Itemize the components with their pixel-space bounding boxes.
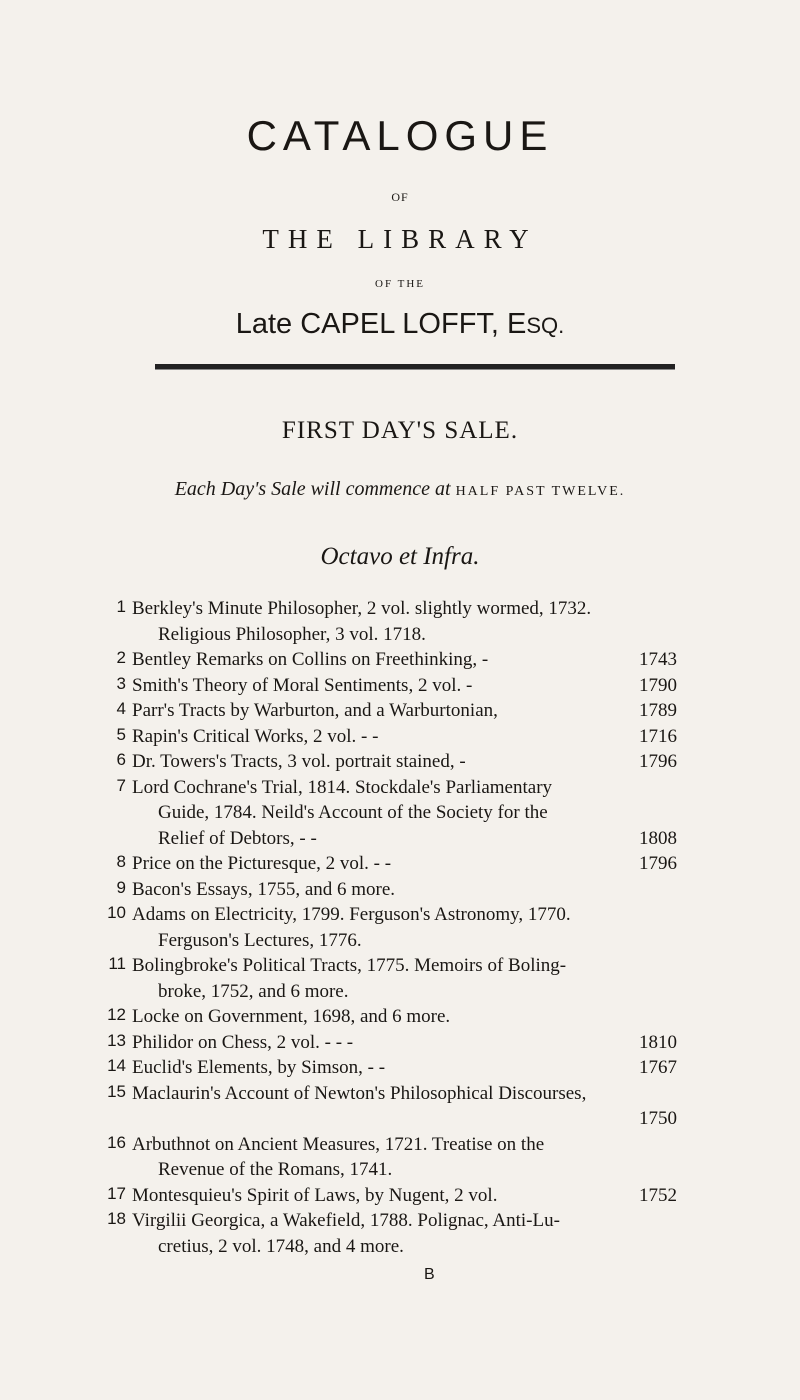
lot-year: 1789 <box>639 700 677 721</box>
lot-description-line: Euclid's Elements, by Simson, - - <box>132 1057 386 1078</box>
lot-number: 7 <box>116 775 126 795</box>
lot-description-line: Adams on Electricity, 1799. Ferguson's Astronomy, 1770. <box>132 904 571 925</box>
lot-description-line: Religious Philosopher, 3 vol. 1718. <box>158 623 426 645</box>
lot-year: 1808 <box>639 827 677 849</box>
double-rule-divider <box>155 364 675 370</box>
lot-number: 16 <box>107 1132 126 1152</box>
owner-name: Late CAPEL LOFFT, E <box>235 308 527 340</box>
sale-notice-text: Each Day's Sale will commence at <box>174 478 456 500</box>
of-the-label: OF THE <box>375 278 425 290</box>
lot-year: 1716 <box>639 725 677 747</box>
lot-number: 2 <box>116 648 126 667</box>
owner-line <box>0 308 800 341</box>
catalogue-heading: CATALOGUE <box>246 112 554 159</box>
lot-description-line: Ferguson's Lectures, 1776. <box>158 929 362 951</box>
lot-year: 1750 <box>639 1108 677 1129</box>
lot-year: 1810 <box>639 1031 677 1053</box>
sale-notice <box>0 478 800 501</box>
lot-description-line: Relief of Debtors, - - <box>158 827 317 849</box>
lot-number: 5 <box>116 724 126 744</box>
lot-description-line: Lord Cochrane's Trial, 1814. Stockdale's Parliamentary <box>132 776 553 798</box>
lot-description-line: cretius, 2 vol. 1748, and 4 more. <box>158 1235 404 1257</box>
lot-description-line: broke, 1752, and 6 more. <box>158 980 349 1002</box>
lot-description-line: Rapin's Critical Works, 2 vol. - - <box>132 725 379 747</box>
lot-number: 10 <box>107 903 126 922</box>
lot-number: 17 <box>107 1183 126 1203</box>
lot-year: 1796 <box>639 751 677 772</box>
lot-year: 1752 <box>639 1184 677 1206</box>
lot-number: 3 <box>116 673 126 693</box>
lot-description-line: Bolingbroke's Political Tracts, 1775. Memoirs of Boling- <box>132 955 567 976</box>
lot-description-line: Philidor on Chess, 2 vol. - - - <box>132 1031 354 1053</box>
lot-number: 12 <box>107 1005 126 1024</box>
lot-number: 13 <box>107 1030 126 1050</box>
signature-mark: B <box>424 1266 435 1283</box>
lot-description-line: Locke on Government, 1698, and 6 more. <box>132 1006 451 1027</box>
lot-description-line: Arbuthnot on Ancient Measures, 1721. Treatise on the <box>132 1133 545 1155</box>
lot-description-line: Dr. Towers's Tracts, 3 vol. portrait stained, - <box>132 751 466 772</box>
sale-notice-time: HALF PAST TWELVE. <box>455 484 626 499</box>
sale-title: FIRST DAY'S SALE. <box>281 417 519 444</box>
lot-number: 6 <box>116 750 126 769</box>
owner-suffix: SQ. <box>526 313 565 338</box>
lot-number: 1 <box>116 597 126 616</box>
lot-year: 1767 <box>639 1057 677 1078</box>
lot-year: 1790 <box>639 674 677 696</box>
lot-year: 1796 <box>639 853 677 874</box>
lot-description-line: Berkley's Minute Philosopher, 2 vol. slightly wormed, 1732. <box>132 598 592 619</box>
lot-description-line: Maclaurin's Account of Newton's Philosophical Discourses, <box>132 1082 587 1104</box>
lot-number: 11 <box>108 954 126 973</box>
lot-description-line: Bentley Remarks on Collins on Freethinking, - <box>132 649 489 670</box>
lot-description-line: Revenue of the Romans, 1741. <box>158 1159 393 1180</box>
lot-description-line: Parr's Tracts by Warburton, and a Warburtonian, <box>132 700 498 721</box>
of-label: OF <box>391 190 409 204</box>
lot-description-line: Montesquieu's Spirit of Laws, by Nugent, 2 vol. <box>132 1184 498 1206</box>
lot-number: 9 <box>116 877 126 897</box>
lot-description-line: Virgilii Georgica, a Wakefield, 1788. Polignac, Anti-Lu- <box>132 1210 560 1231</box>
lot-description-line: Bacon's Essays, 1755, and 6 more. <box>132 878 396 900</box>
lot-number: 4 <box>116 699 126 718</box>
section-heading: Octavo et Infra. <box>320 543 480 570</box>
lot-description-line: Price on the Picturesque, 2 vol. - - <box>132 853 392 874</box>
lot-description-line: Guide, 1784. Neild's Account of the Society for the <box>158 802 548 823</box>
lot-year: 1743 <box>639 649 677 670</box>
lot-number: 18 <box>107 1209 126 1228</box>
lot-number: 15 <box>107 1081 126 1101</box>
library-heading: THE LIBRARY <box>262 224 538 254</box>
lot-description-line: Smith's Theory of Moral Sentiments, 2 vol. - <box>132 674 473 696</box>
lot-number: 14 <box>107 1056 126 1075</box>
lot-number: 8 <box>116 852 126 871</box>
